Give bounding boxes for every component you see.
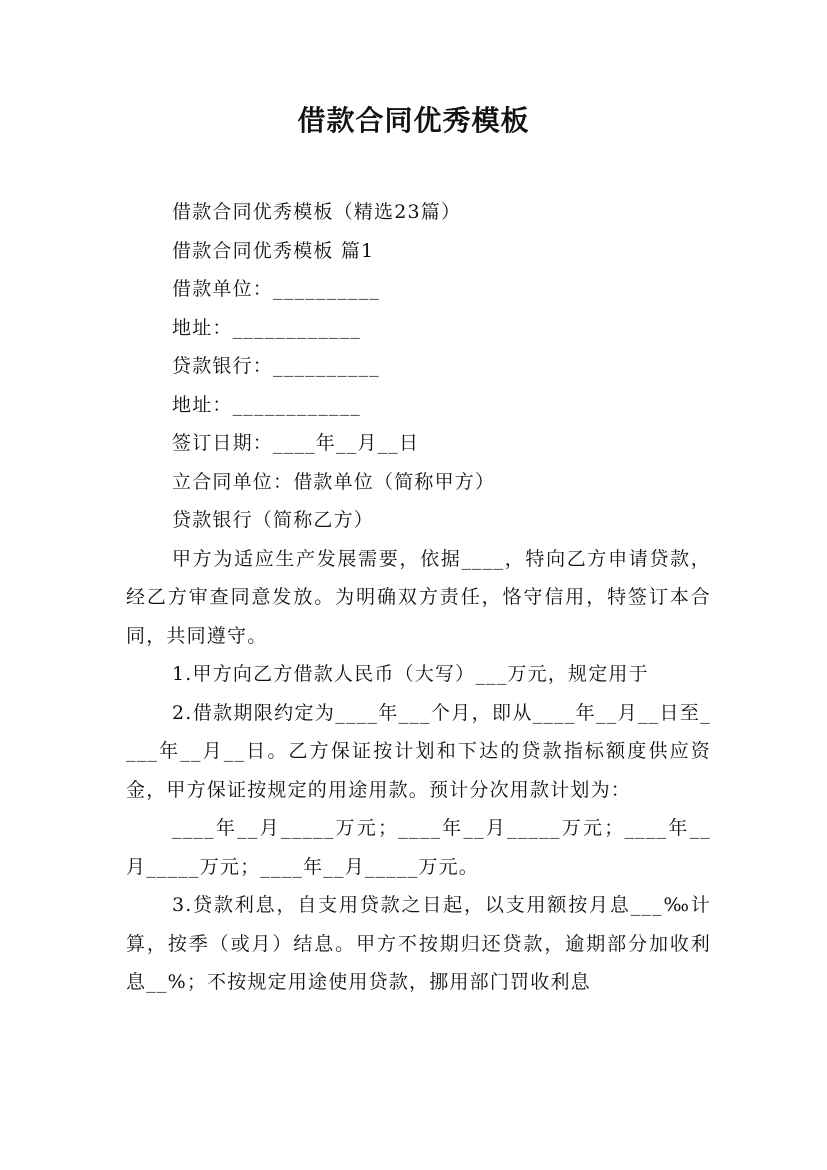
party-b-line: 贷款银行（简称乙方） [172, 509, 375, 531]
party-a-line: 立合同单位：借款单位（简称甲方） [172, 470, 496, 493]
borrower-address-field: 地址：____________ [172, 316, 362, 339]
paragraph-schedule: ____年__月_____万元；____年__月_____万元；____年__月_____万元；____年__月_____万元。 [126, 817, 711, 878]
document-title: 借款合同优秀模板 [297, 104, 530, 137]
paragraph-intro: 甲方为适应生产发展需要，依据____，特向乙方申请贷款，经乙方审查同意发放。为明确双方责任，恪守信用，特签订本合同，共同遵守。 [126, 547, 711, 647]
paragraph-clause-1: 1.甲方向乙方借款人民币（大写）___万元，规定用于 [172, 663, 649, 685]
signing-date-field: 签订日期：____年__月__日 [172, 432, 420, 454]
lender-bank-field: 贷款银行：__________ [172, 355, 381, 377]
subtitle-line: 借款合同优秀模板（精选23篇） [172, 201, 462, 223]
paragraph-clause-2: 2.借款期限约定为____年___个月，即从____年__月__日至____年__月__日。乙方保证按计划和下达的贷款指标额度供应资金，甲方保证按规定的用途用款。预计分次用款计划为： [126, 701, 711, 801]
paragraph-clause-3: 3.贷款利息，自支用贷款之日起，以支用额按月息___‰计算，按季（或月）结息。甲方不按期归还贷款，逾期部分加收利息__%；不按规定用途使用贷款，挪用部门罚收利息 [126, 894, 711, 993]
document-body [126, 193, 711, 1002]
borrower-field: 借款单位：__________ [172, 278, 381, 300]
section-heading: 借款合同优秀模板 篇1 [172, 239, 375, 262]
lender-address-field: 地址：____________ [172, 393, 362, 416]
